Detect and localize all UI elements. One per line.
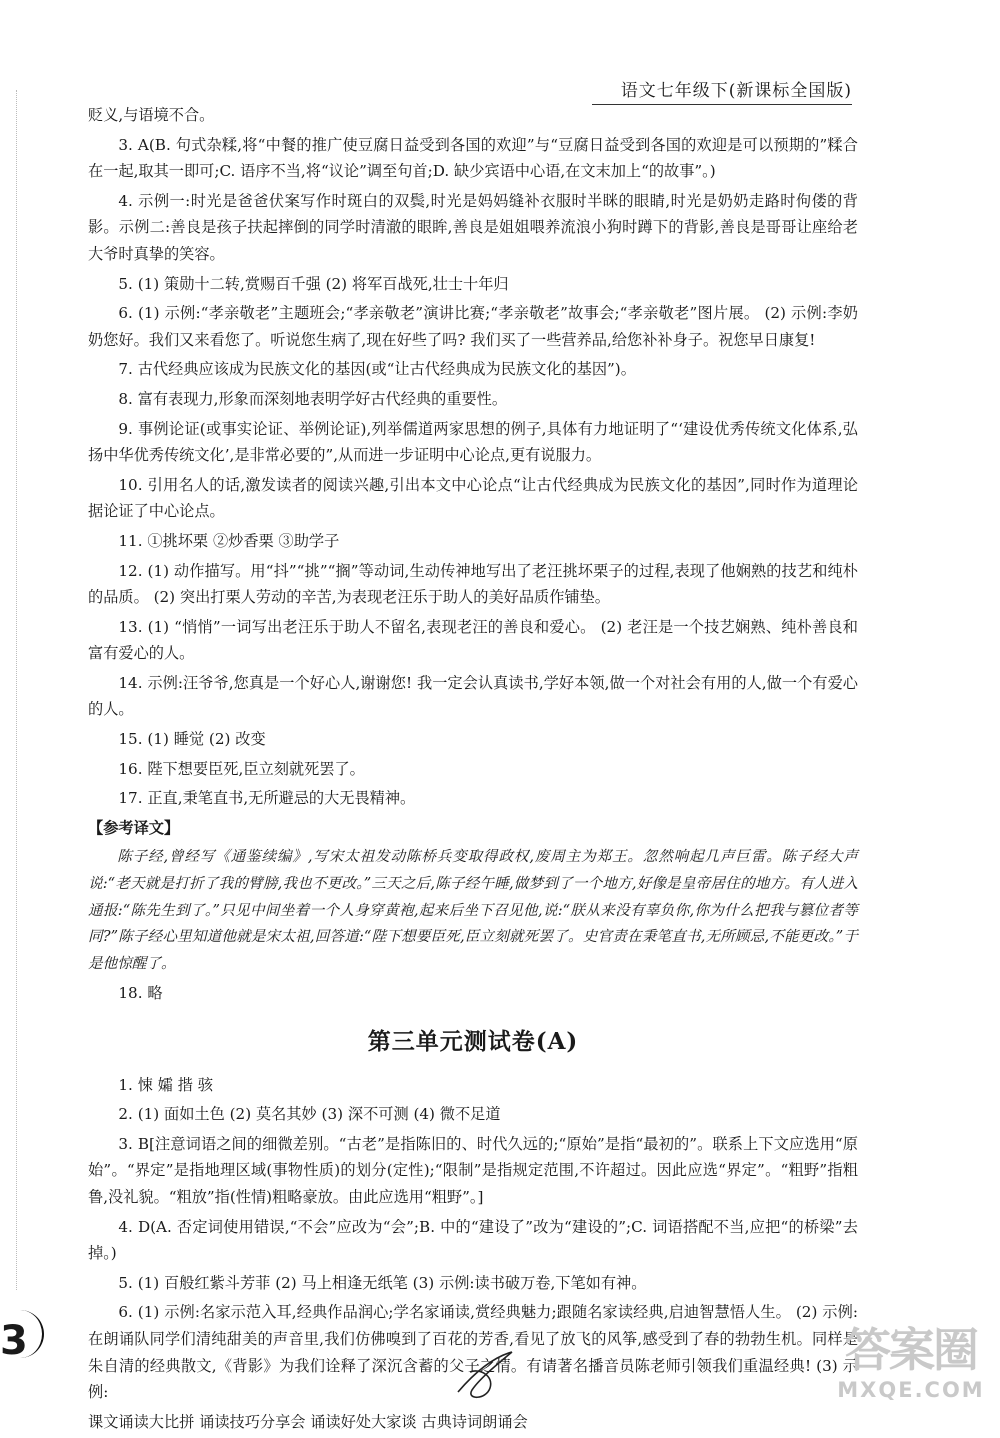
page-number-text: 3 [0, 1318, 28, 1364]
answer-content [88, 102, 858, 1438]
margin-dotted-line [16, 90, 18, 1290]
unit3-item-2: 2. (1) 面如土色 (2) 莫名其妙 (3) 深不可测 (4) 微不足道 [118, 1105, 501, 1124]
answer-item-4: 4. 示例一:时光是爸爸伏案写作时斑白的双鬓,时光是妈妈缝补衣服时半眯的眼睛,时光是奶奶走路时佝偻的背影。示例二:善良是孩子扶起摔倒的同学时清澈的眼眸,善良是姐姐喂养流浪小狗时蹲下的背影,善良是哥哥让座给老大爷时真挚的笑容。 [88, 191, 858, 263]
answer-item-9: 9. 事例论证(或事实论证、举例论证),列举儒道两家思想的例子,具体有力地证明了“‘建设优秀传统文化体系,弘扬中华优秀传统文化’,是非常必要的”,从而进一步证明中心论点,更有说服力。 [88, 419, 858, 465]
answer-item-15: 15. (1) 睡觉 (2) 改变 [118, 730, 266, 749]
answer-item-11: 11. ①挑坏栗 ②炒香栗 ③助学子 [118, 531, 340, 550]
unit3-item-6-continued: 课文诵读大比拼 诵读技巧分享会 诵读好处大家谈 古典诗词朗诵会 [88, 1412, 528, 1431]
answer-item-18: 18. 略 [118, 984, 163, 1003]
watermark-url: MXQE.COM [837, 1378, 985, 1402]
answer-item-5: 5. (1) 策勋十二转,赏赐百千强 (2) 将军百战死,壮士十年归 [118, 274, 509, 293]
page-number-curl [20, 1310, 44, 1358]
watermark-text: 答案圈 [845, 1323, 977, 1377]
section-title: 第三单元测试卷(A) [367, 1028, 579, 1055]
answer-item-16: 16. 陛下想要臣死,臣立刻就死罢了。 [118, 759, 365, 778]
unit3-item-4: 4. D(A. 否定词使用错误,“不会”应改为“会”;B. 中的“建设了”改为“建设的”;C. 词语搭配不当,应把“的桥梁”去掉。) [88, 1217, 858, 1263]
page-number [0, 1318, 28, 1364]
answer-item-3: 3. A(B. 句式杂糅,将“中餐的推广使豆腐日益受到各国的欢迎”与“豆腐日益受到各国的欢迎是可以预期的”糅合在一起,取其一即可;C. 语序不当,将“议论”调至句首;D. 缺少宾语中心语,在文末加上“的故事”。) [88, 135, 858, 181]
handwritten-scribble [450, 1348, 530, 1402]
answer-item-7: 7. 古代经典应该成为民族文化的基因(或“让古代经典成为民族文化的基因”)。 [118, 360, 636, 379]
unit3-item-3: 3. B[注意词语之间的细微差别。“古老”是指陈旧的、时代久远的;“原始”是指“最初的”。联系上下文应选用“原始”。“界定”是指地理区域(事物性质)的划分(定性);“限制”是指规定范围,不许超过。因此应选“界定”。“粗野”指粗鲁,没礼貌。“粗放”指(性情)粗略豪放。由此应选用“粗野”。] [88, 1134, 858, 1206]
reference-translation-label: 【参考译文】 [88, 818, 180, 837]
answer-item-12: 12. (1) 动作描写。用“抖”“挑”“搁”等动词,生动传神地写出了老汪挑坏栗子的过程,表现了他娴熟的技艺和纯朴的品质。 (2) 突出打栗人劳动的辛苦,为表现老汪乐于助人的美好品质作铺垫。 [88, 561, 858, 607]
answer-item-17: 17. 正直,秉笔直书,无所避忌的大无畏精神。 [118, 789, 416, 808]
answer-item-10: 10. 引用名人的话,激发读者的阅读兴趣,引出本文中心论点“让古代经典成为民族文化的基因”,同时作为道理论据论证了中心论点。 [88, 475, 858, 521]
running-header: 语文七年级下(新课标全国版) [592, 76, 852, 105]
answer-item-8: 8. 富有表现力,形象而深刻地表明学好古代经典的重要性。 [118, 389, 508, 408]
answer-item-13: 13. (1) “悄悄”一词写出老汪乐于助人不留名,表现老汪的善良和爱心。 (2) 老汪是一个技艺娴熟、纯朴善良和富有爱心的人。 [88, 617, 858, 663]
unit3-item-1: 1. 悚 孀 揩 骇 [118, 1075, 213, 1094]
watermark-logo [836, 1322, 986, 1414]
unit3-item-6: 6. (1) 示例:名家示范入耳,经典作品润心;学名家诵读,赏经典魅力;跟随名家读经典,启迪智慧悟人生。 (2) 示例:在朗诵队同学们清纯甜美的声音里,我们仿佛嗅到了百花的芳香,看见了放飞的风筝,感受到了春的勃勃生机。同样是朱自清的经典散文,《背影》为我们诠释了深沉含蓄的父子之情。有请著名播音员陈老师引领我们重温经典! (3) 示例: [88, 1303, 858, 1402]
reference-translation-text: 陈子经,曾经写《通鉴续编》,写宋太祖发动陈桥兵变取得政权,废周主为郑王。忽然响起几声巨雷。陈子经大声说:“老天就是打折了我的臂膀,我也不更改。”三天之后,陈子经午睡,做梦到了一个地方,好像是皇帝居住的地方。有人进入通报:“陈先生到了。”只见中间坐着一个人身穿黄袍,起来后坐下召见他,说:“朕从来没有辜负你,你为什么把我与篡位者等同?”陈子经心里知道他就是宋太祖,回答道:“陛下想要臣死,臣立刻就死罢了。史官责在秉笔直书,无所顾忌,不能更改。”于是他惊醒了。 [88, 848, 858, 972]
answer-item-6: 6. (1) 示例:“孝亲敬老”主题班会;“孝亲敬老”演讲比赛;“孝亲敬老”故事会;“孝亲敬老”图片展。 (2) 示例:李奶奶您好。我们又来看您了。听说您生病了,现在好些了吗? 我们买了一些营养品,给您补补身子。祝您早日康复! [88, 304, 858, 349]
answer-line: 贬义,与语境不合。 [88, 106, 215, 124]
unit3-item-5: 5. (1) 百般红紫斗芳菲 (2) 马上相逢无纸笔 (3) 示例:读书破万卷,下笔如有神。 [118, 1273, 647, 1292]
answer-item-14: 14. 示例:汪爷爷,您真是一个好心人,谢谢您! 我一定会认真读书,学好本领,做一个对社会有用的人,做一个有爱心的人。 [88, 673, 858, 719]
